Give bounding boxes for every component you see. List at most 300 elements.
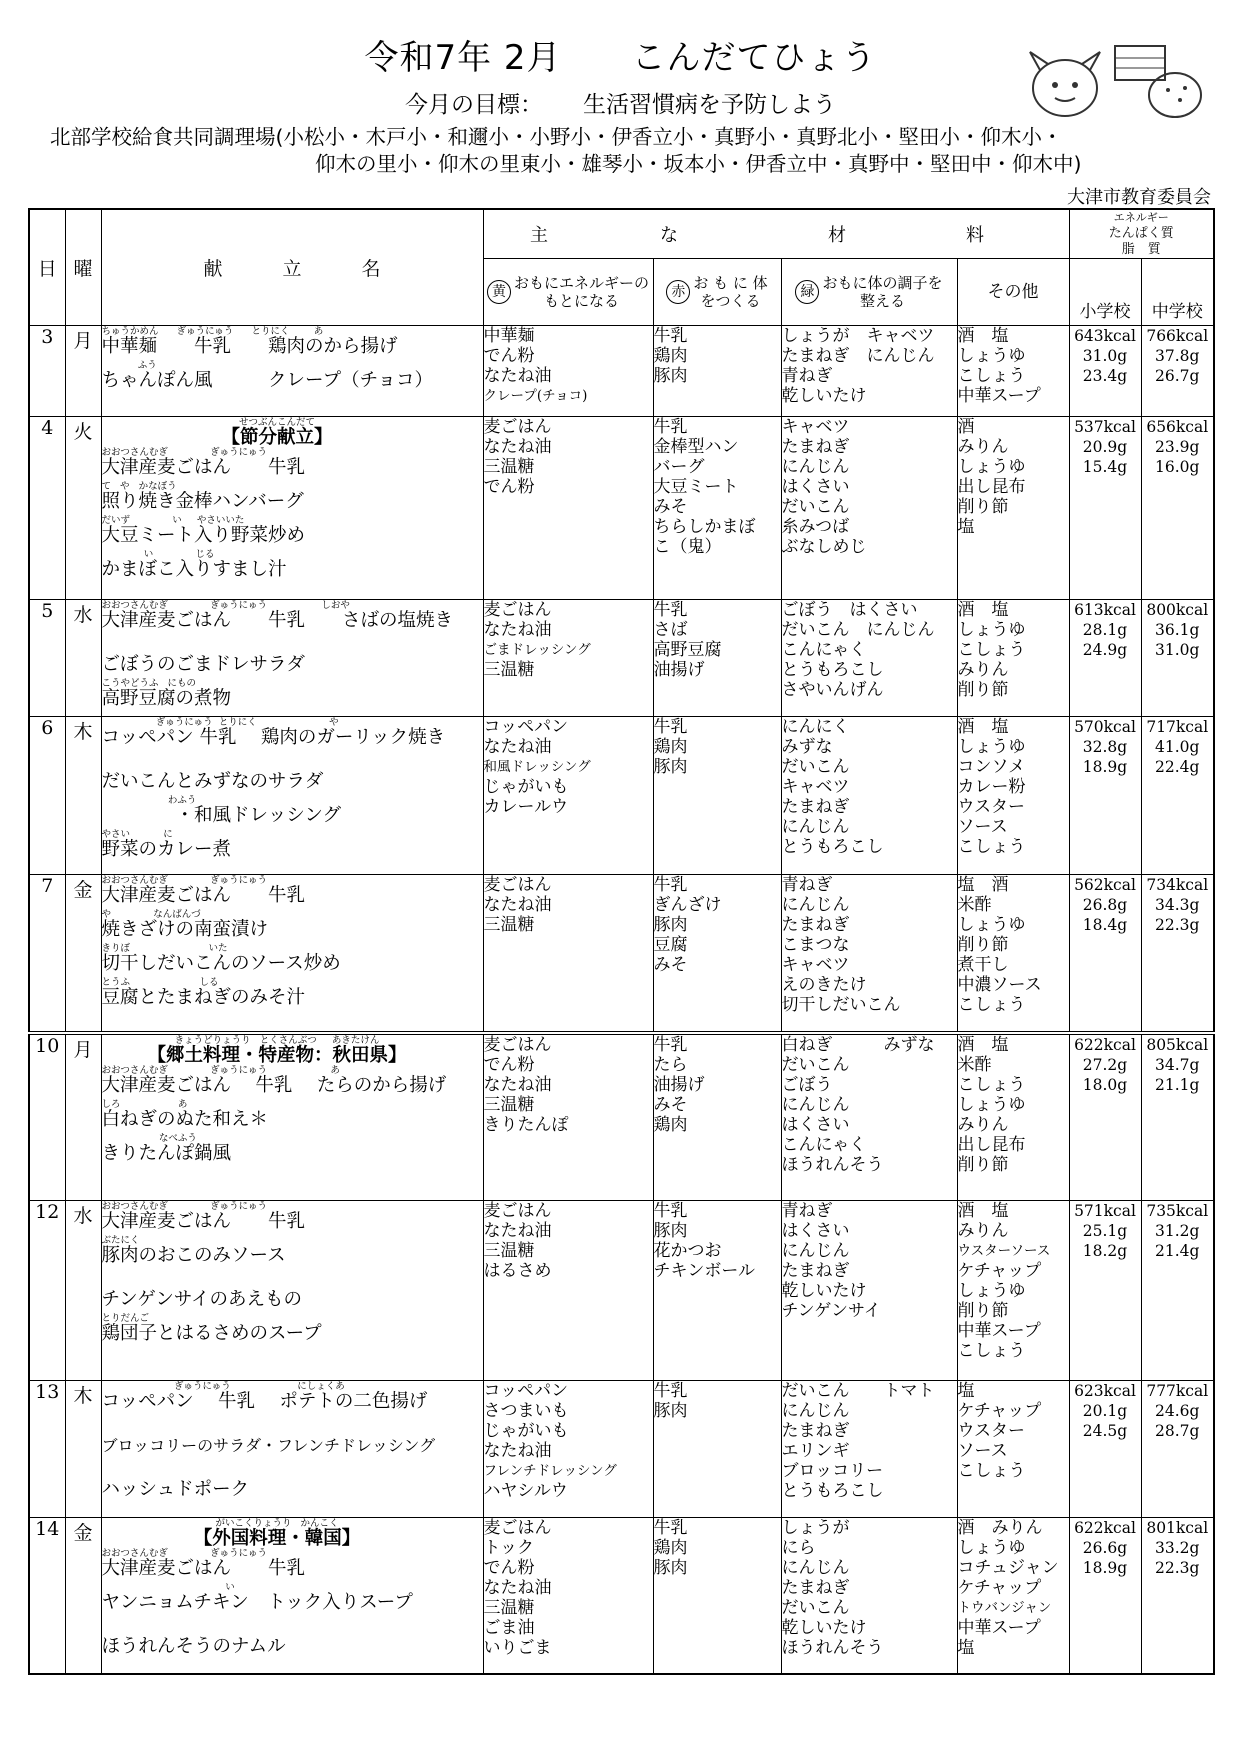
dish-name: ちゃんぽん風 クレープ（チョコ） bbox=[101, 370, 434, 391]
ingredient-item: チンゲンサイ bbox=[781, 1301, 881, 1321]
dish-item bbox=[102, 447, 483, 477]
elementary-nutrition-cell bbox=[1069, 1201, 1141, 1381]
ingredient-item: こしょう bbox=[957, 1341, 1026, 1361]
weekday-cell: 木 bbox=[65, 717, 101, 875]
ingredient-item: こしょう bbox=[957, 366, 1026, 386]
dish-item bbox=[102, 1279, 483, 1309]
ingredient-item: 牛乳 bbox=[653, 1201, 688, 1221]
ingredient-item: 中濃ソース bbox=[957, 975, 1042, 995]
dish-ruby: なべふう bbox=[101, 1132, 197, 1144]
header-materials: 主 な 材 料 bbox=[483, 209, 1069, 259]
ingredient-item: 乾しいたけ bbox=[781, 386, 867, 406]
ingredient-item: しょうゆ bbox=[957, 915, 1026, 935]
protein-value: 28.1g bbox=[1082, 621, 1128, 639]
ingredient-item: 鶏肉 bbox=[653, 346, 688, 366]
ingredient-item: キャベツ bbox=[781, 417, 850, 437]
elementary-nutrition-cell bbox=[1069, 1381, 1141, 1518]
ingredient-item: だいこん bbox=[781, 497, 850, 517]
ingredient-item: 白ねぎ みずな bbox=[781, 1034, 935, 1055]
dish-cell bbox=[101, 417, 483, 600]
dish-ruby: おおつさんむぎ ぎゅうにゅう bbox=[101, 875, 267, 886]
ingredient-item: にんじん bbox=[781, 895, 850, 915]
elementary-nutrition-cell bbox=[1069, 1033, 1141, 1201]
dish-name: 焼きざけの南蛮漬け bbox=[101, 919, 269, 940]
ingredient-item: しょうゆ bbox=[957, 346, 1026, 366]
title-date: 令和7年 2月 bbox=[364, 38, 562, 78]
green-ingredients-cell bbox=[781, 600, 957, 717]
dish-name: きりたんぽ鍋風 bbox=[101, 1142, 232, 1164]
ingredient-item: だいこん bbox=[781, 1054, 850, 1075]
dish-name: コッペパン 牛乳 鶏肉のガーリック焼き bbox=[101, 727, 446, 748]
ingredient-item: 麦ごはん bbox=[483, 1201, 552, 1221]
elementary-nutrition-cell bbox=[1069, 875, 1141, 1033]
ingredient-item: 削り節 bbox=[957, 1154, 1009, 1175]
junior-high-nutrition-cell bbox=[1141, 600, 1214, 717]
header-junior-high: 中学校 bbox=[1141, 259, 1214, 326]
red-ingredients-cell bbox=[653, 1518, 781, 1674]
fat-value: 18.2g bbox=[1082, 1242, 1128, 1260]
ingredient-item: にんじん bbox=[781, 1558, 850, 1578]
ingredient-item: 麦ごはん bbox=[483, 600, 552, 620]
ingredient-item: はくさい bbox=[781, 1221, 850, 1241]
dish-ruby: ぎゅうにゅう にしょくあ bbox=[101, 1381, 345, 1392]
ingredient-item: コンソメ bbox=[957, 757, 1026, 777]
dish-ruby: や なんばんづ bbox=[101, 909, 201, 920]
dish-name: 白ねぎのぬた和え＊ bbox=[101, 1108, 269, 1130]
ingredient-item: ごまドレッシング bbox=[483, 642, 591, 658]
red-ingredients-cell bbox=[653, 875, 781, 1033]
energy-value: 656kcal bbox=[1146, 418, 1209, 436]
protein-value: 25.1g bbox=[1082, 1222, 1128, 1240]
other-ingredients-cell bbox=[957, 417, 1069, 600]
dish-item bbox=[102, 549, 483, 579]
ingredient-item: 削り節 bbox=[957, 1301, 1009, 1321]
ingredient-item: ごぼう はくさい bbox=[781, 600, 918, 620]
title-main: こんだてひょう bbox=[631, 38, 877, 78]
dish-ruby: こうやどうふ にもの bbox=[101, 678, 197, 689]
dish-item bbox=[102, 1313, 483, 1343]
ingredient-item: 酒 塩 bbox=[957, 1034, 1009, 1055]
ingredient-item: さつまいも bbox=[483, 1401, 569, 1421]
yellow-ingredients-cell bbox=[483, 717, 653, 875]
ingredient-item: 麦ごはん bbox=[483, 1034, 552, 1055]
dish-item bbox=[102, 326, 483, 356]
dish-item bbox=[102, 600, 483, 630]
ingredient-item: 鶏肉 bbox=[653, 1114, 688, 1135]
ingredient-item: みりん bbox=[957, 1114, 1009, 1135]
green-ingredients-cell bbox=[781, 875, 957, 1033]
ingredient-item: はるさめ bbox=[483, 1261, 552, 1281]
red-ingredients-cell bbox=[653, 717, 781, 875]
ingredient-item: ごぼう bbox=[781, 1074, 833, 1095]
ingredient-item: ケチャップ bbox=[957, 1578, 1042, 1598]
red-circle-icon: 赤 bbox=[666, 280, 690, 304]
protein-value: 32.8g bbox=[1082, 738, 1128, 756]
ingredient-item: 鶏肉 bbox=[653, 737, 688, 757]
dish-cell bbox=[101, 1201, 483, 1381]
ingredient-item: 青ねぎ bbox=[781, 1201, 833, 1221]
dish-name: 豚肉のおこのみソース bbox=[101, 1245, 286, 1266]
yellow-ingredients-cell bbox=[483, 417, 653, 600]
ingredient-item: にら bbox=[781, 1538, 816, 1558]
ingredient-item: 三温糖 bbox=[483, 1094, 535, 1115]
protein-value: 36.1g bbox=[1155, 621, 1200, 639]
theme-ruby: がいこくりょうり かんこく bbox=[215, 1518, 339, 1529]
weekday-cell: 月 bbox=[65, 326, 101, 417]
day-cell: 5 bbox=[29, 600, 65, 717]
dish-name: だいこんとみずなのサラダ bbox=[101, 771, 324, 792]
dish-name: 大津産麦ごはん 牛乳 bbox=[101, 885, 306, 906]
dish-ruby: おおつさんむぎ ぎゅうにゅう あ bbox=[101, 1064, 340, 1076]
fat-value: 22.3g bbox=[1155, 916, 1200, 934]
dish-name: ごぼうのごまドレサラダ bbox=[101, 654, 305, 675]
yellow-ingredients-cell bbox=[483, 1033, 653, 1201]
ingredient-item: 中華麺 bbox=[483, 326, 535, 346]
protein-value: 20.1g bbox=[1082, 1402, 1128, 1420]
ingredient-item: 乾しいたけ bbox=[781, 1281, 867, 1301]
header-menu-name: 献 立 名 bbox=[101, 209, 483, 326]
ingredient-item: ぎんざけ bbox=[653, 895, 722, 915]
ingredient-item: フレンチドレッシング bbox=[483, 1463, 617, 1479]
fat-value: 16.0g bbox=[1155, 458, 1200, 476]
dish-ruby: とりだんご bbox=[101, 1313, 150, 1324]
ingredient-item: 牛乳 bbox=[653, 1034, 688, 1055]
energy-value: 766kcal bbox=[1146, 327, 1209, 345]
protein-value: 37.8g bbox=[1155, 347, 1200, 365]
yellow-ingredients-cell bbox=[483, 1381, 653, 1518]
dish-name: 大津産麦ごはん 牛乳 さばの塩焼き bbox=[101, 610, 454, 631]
red-ingredients-cell bbox=[653, 417, 781, 600]
weekday-cell: 木 bbox=[65, 1381, 101, 1518]
dish-name: 野菜のカレー煮 bbox=[101, 839, 232, 860]
ingredient-item: みそ bbox=[653, 1094, 688, 1115]
other-ingredients-cell bbox=[957, 1033, 1069, 1201]
dish-name: ブロッコリーのサラダ・フレンチドレッシング bbox=[101, 1436, 436, 1455]
junior-high-nutrition-cell bbox=[1141, 875, 1214, 1033]
header-yellow: 黄 おもにエネルギーの もとになる bbox=[483, 259, 653, 326]
energy-value: 717kcal bbox=[1146, 718, 1209, 736]
ingredient-item: なたね油 bbox=[483, 737, 552, 757]
dish-ruby: おおつさんむぎ ぎゅうにゅう bbox=[101, 447, 267, 458]
ingredient-item: こんにゃく bbox=[781, 1134, 867, 1155]
menu-row bbox=[29, 1201, 1214, 1381]
ingredient-item: 金棒型ハン bbox=[653, 437, 739, 457]
ingredient-item: ウスター bbox=[957, 797, 1025, 817]
ingredient-item: 切干しだいこん bbox=[781, 995, 901, 1015]
energy-value: 537kcal bbox=[1074, 418, 1136, 436]
dish-name: ハッシュドポーク bbox=[101, 1479, 250, 1500]
dish-name: 高野豆腐の煮物 bbox=[101, 688, 232, 709]
goal-label: 今月の目標： bbox=[405, 92, 543, 118]
menu-row bbox=[29, 875, 1214, 1033]
energy-value: 777kcal bbox=[1146, 1382, 1209, 1400]
ingredient-item: さやいんげん bbox=[781, 680, 884, 700]
junior-high-nutrition-cell bbox=[1141, 1518, 1214, 1674]
energy-value: 571kcal bbox=[1074, 1202, 1136, 1220]
ingredient-item: ソース bbox=[957, 1441, 1008, 1461]
ingredient-item: たまねぎ bbox=[781, 437, 850, 457]
ingredient-item: こしょう bbox=[957, 1074, 1026, 1095]
ingredient-item: 中華スープ bbox=[957, 1321, 1041, 1341]
protein-value: 34.7g bbox=[1155, 1055, 1200, 1074]
red-ingredients-cell bbox=[653, 1033, 781, 1201]
ingredient-item: 三温糖 bbox=[483, 457, 535, 477]
elementary-nutrition-cell bbox=[1069, 1518, 1141, 1674]
dish-ruby bbox=[102, 1425, 483, 1436]
dish-name: チンゲンサイのあえもの bbox=[101, 1289, 303, 1310]
energy-value: 623kcal bbox=[1074, 1382, 1136, 1400]
energy-value: 734kcal bbox=[1146, 876, 1209, 894]
ingredient-item: トック bbox=[483, 1538, 534, 1558]
dish-name: 大津産麦ごはん 牛乳 たらのから揚げ bbox=[101, 1074, 447, 1096]
ingredient-item: こしょう bbox=[957, 640, 1026, 660]
dish-item bbox=[102, 795, 483, 825]
ingredient-item: ケチャップ bbox=[957, 1401, 1042, 1421]
ingredient-item: 花かつお bbox=[653, 1241, 722, 1261]
ingredient-item: カレールウ bbox=[483, 797, 569, 817]
day-cell: 14 bbox=[29, 1518, 65, 1674]
ingredient-item: 三温糖 bbox=[483, 915, 535, 935]
menu-row bbox=[29, 1518, 1214, 1674]
ingredient-item: でん粉 bbox=[483, 1558, 535, 1578]
dish-name: 大津産麦ごはん 牛乳 bbox=[101, 1211, 306, 1232]
ingredient-item: ごま油 bbox=[483, 1618, 535, 1638]
ingredient-item: 米酢 bbox=[957, 895, 992, 915]
header-green: 緑 おもに体の調子を 整える bbox=[781, 259, 957, 326]
ingredient-item: ウスターソース bbox=[957, 1243, 1051, 1259]
dish-item bbox=[102, 1133, 483, 1163]
dish-item bbox=[102, 1235, 483, 1265]
other-ingredients-cell bbox=[957, 326, 1069, 417]
dish-item bbox=[102, 1065, 483, 1095]
ingredient-item: じゃがいも bbox=[483, 1421, 569, 1441]
red-ingredients-cell bbox=[653, 1201, 781, 1381]
ingredient-item: 乾しいたけ bbox=[781, 1618, 867, 1638]
day-cell: 10 bbox=[29, 1033, 65, 1201]
ingredient-item: ハヤシルウ bbox=[483, 1481, 568, 1501]
ingredient-item: なたね油 bbox=[483, 620, 552, 640]
energy-value: 570kcal bbox=[1074, 718, 1136, 736]
dish-ruby: い じる bbox=[101, 549, 215, 560]
menu-row bbox=[29, 417, 1214, 600]
ingredient-item: 青ねぎ bbox=[781, 875, 833, 895]
ingredient-item: とうもろこし bbox=[781, 1481, 884, 1501]
protein-value: 26.8g bbox=[1082, 896, 1128, 914]
theme-label: 【節分献立】 bbox=[221, 427, 333, 448]
ingredient-item: ぶなしめじ bbox=[781, 537, 867, 557]
ingredient-item: なたね油 bbox=[483, 366, 552, 386]
dish-name: 豆腐とたまねぎのみそ汁 bbox=[101, 987, 306, 1008]
dish-item bbox=[102, 1582, 483, 1612]
kitchen-line-1: 北部学校給食共同調理場(小松小・木戸小・和邇小・小野小・伊香立小・真野小・真野北小・堅田小・仰木小・ bbox=[50, 125, 1063, 149]
dish-item bbox=[102, 909, 483, 939]
dish-item bbox=[102, 360, 483, 390]
other-ingredients-cell bbox=[957, 600, 1069, 717]
day-cell: 3 bbox=[29, 326, 65, 417]
energy-value: 801kcal bbox=[1146, 1519, 1209, 1537]
dish-ruby: わふう bbox=[101, 795, 197, 806]
dish-item bbox=[102, 875, 483, 905]
other-ingredients-cell bbox=[957, 1201, 1069, 1381]
ingredient-item: 牛乳 bbox=[653, 875, 688, 895]
fat-value: 21.1g bbox=[1155, 1075, 1200, 1094]
ingredient-item: 煮干し bbox=[957, 955, 1009, 975]
ingredient-item: きりたんぽ bbox=[483, 1114, 569, 1135]
dish-ruby: ふう bbox=[101, 360, 157, 371]
ingredient-item: 豚肉 bbox=[653, 1221, 688, 1241]
dish-item bbox=[102, 1381, 483, 1411]
ingredient-item: 塩 酒 bbox=[957, 875, 1009, 895]
dish-item bbox=[102, 515, 483, 545]
day-cell: 13 bbox=[29, 1381, 65, 1518]
red-ingredients-cell bbox=[653, 600, 781, 717]
ingredient-item: 酒 塩 bbox=[957, 1201, 1009, 1221]
ingredient-item: しょうゆ bbox=[957, 620, 1026, 640]
ingredient-item: はくさい bbox=[781, 477, 850, 497]
ingredient-item: こ（鬼） bbox=[653, 537, 722, 557]
yellow-ingredients-cell bbox=[483, 1518, 653, 1674]
dish-item bbox=[102, 943, 483, 973]
ingredient-item: たまねぎ bbox=[781, 915, 850, 935]
ingredient-item: 牛乳 bbox=[653, 1381, 688, 1401]
ingredient-item: チキンボール bbox=[653, 1261, 755, 1281]
menu-row bbox=[29, 717, 1214, 875]
ingredient-item: なたね油 bbox=[483, 1578, 552, 1598]
junior-high-nutrition-cell bbox=[1141, 1381, 1214, 1518]
ingredient-item: ソース bbox=[957, 817, 1008, 837]
energy-value: 643kcal bbox=[1074, 327, 1136, 345]
ingredient-item: 鶏肉 bbox=[653, 1538, 688, 1558]
day-cell: 6 bbox=[29, 717, 65, 875]
ingredient-item: えのきたけ bbox=[781, 975, 867, 995]
ingredient-item: とうもろこし bbox=[781, 660, 884, 680]
green-ingredients-cell bbox=[781, 326, 957, 417]
dish-item bbox=[102, 644, 483, 674]
dish-cell bbox=[101, 326, 483, 417]
ingredient-item: じゃがいも bbox=[483, 777, 569, 797]
day-cell: 4 bbox=[29, 417, 65, 600]
protein-value: 31.2g bbox=[1155, 1222, 1200, 1240]
fat-value: 24.9g bbox=[1082, 641, 1128, 659]
ingredient-item: しょうゆ bbox=[957, 1538, 1026, 1558]
dish-ruby: やさい に bbox=[101, 829, 173, 840]
dish-ruby: だいず い やさいいた bbox=[101, 515, 245, 526]
ingredient-item: 米酢 bbox=[957, 1054, 992, 1075]
ingredient-item: コッペパン bbox=[483, 1381, 569, 1401]
ingredient-item: しょうが bbox=[781, 1518, 850, 1538]
ingredient-item: 牛乳 bbox=[653, 326, 688, 346]
weekday-cell: 水 bbox=[65, 1201, 101, 1381]
green-ingredients-cell bbox=[781, 1033, 957, 1201]
ingredient-item: ブロッコリー bbox=[781, 1461, 884, 1481]
ingredient-item: クレープ(チョコ) bbox=[483, 388, 588, 404]
ingredient-item: エリンギ bbox=[781, 1441, 850, 1461]
ingredient-item: しょうゆ bbox=[957, 1281, 1026, 1301]
ingredient-item: しょうゆ bbox=[957, 457, 1026, 477]
dish-item bbox=[102, 761, 483, 791]
ingredient-item: 酒 bbox=[957, 417, 975, 437]
ingredient-item: にんにく bbox=[781, 717, 850, 737]
ingredient-item: 油揚げ bbox=[653, 1074, 705, 1095]
elementary-nutrition-cell bbox=[1069, 717, 1141, 875]
dish-ruby: とうふ しる bbox=[101, 977, 219, 988]
energy-value: 735kcal bbox=[1146, 1202, 1209, 1220]
ingredient-item: 豚肉 bbox=[653, 915, 688, 935]
fat-value: 22.4g bbox=[1155, 758, 1200, 776]
energy-value: 800kcal bbox=[1146, 601, 1209, 619]
junior-high-nutrition-cell bbox=[1141, 717, 1214, 875]
protein-value: 23.9g bbox=[1155, 438, 1200, 456]
dish-ruby: て や かなぼう bbox=[101, 481, 177, 492]
dish-ruby: しろ あ bbox=[101, 1098, 188, 1110]
ingredient-item: 削り節 bbox=[957, 680, 1009, 700]
ingredient-item: ケチャップ bbox=[957, 1261, 1042, 1281]
ingredient-item: 三温糖 bbox=[483, 1598, 535, 1618]
header-dow: 曜 bbox=[65, 209, 101, 326]
ingredient-item: キャベツ bbox=[781, 955, 850, 975]
ingredient-item: みりん bbox=[957, 437, 1009, 457]
fat-value: 26.7g bbox=[1155, 367, 1200, 385]
header-elementary: 小学校 bbox=[1069, 259, 1141, 326]
dish-cell bbox=[101, 600, 483, 717]
ingredient-item: はくさい bbox=[781, 1114, 850, 1135]
day-cell: 12 bbox=[29, 1201, 65, 1381]
ingredient-item: でん粉 bbox=[483, 346, 535, 366]
protein-value: 31.0g bbox=[1082, 347, 1128, 365]
dish-cell bbox=[101, 717, 483, 875]
ingredient-item: とうもろこし bbox=[781, 837, 884, 857]
ingredient-item: コチュジャン bbox=[957, 1558, 1059, 1578]
ingredient-item: 豆腐 bbox=[653, 935, 688, 955]
ingredient-item: バーグ bbox=[653, 457, 705, 477]
dish-name: 照り焼き金棒ハンバーグ bbox=[101, 491, 304, 512]
dish-name: 大津産麦ごはん 牛乳 bbox=[101, 457, 306, 478]
ingredient-item: こしょう bbox=[957, 837, 1026, 857]
ingredient-item: なたね油 bbox=[483, 1441, 552, 1461]
ingredient-item: にんじん bbox=[781, 1094, 850, 1115]
ingredient-item: 酒 塩 bbox=[957, 717, 1009, 737]
ingredient-item: にんじん bbox=[781, 457, 850, 477]
protein-value: 34.3g bbox=[1155, 896, 1200, 914]
ingredient-item: こしょう bbox=[957, 995, 1026, 1015]
ingredient-item: 麦ごはん bbox=[483, 417, 552, 437]
energy-value: 622kcal bbox=[1074, 1519, 1136, 1537]
header-red: 赤 お も に 体 をつくる bbox=[653, 259, 781, 326]
ingredient-item: こんにゃく bbox=[781, 640, 867, 660]
dish-cell bbox=[101, 1033, 483, 1201]
ingredient-item: 大豆ミート bbox=[653, 477, 739, 497]
yellow-ingredients-cell bbox=[483, 1201, 653, 1381]
header-nutrition: エネルギー たんぱく質 脂 質 bbox=[1069, 209, 1214, 259]
fat-value: 18.9g bbox=[1082, 1559, 1128, 1577]
dish-name: 大津産麦ごはん 牛乳 bbox=[101, 1558, 306, 1579]
ingredient-item: 三温糖 bbox=[483, 660, 535, 680]
kitchen-info bbox=[50, 124, 1082, 178]
green-ingredients-cell bbox=[781, 1518, 957, 1674]
weekday-cell: 水 bbox=[65, 600, 101, 717]
ingredient-item: 青ねぎ bbox=[781, 366, 833, 386]
theme-ruby: きょうどりょうり とくさんぶつ あきたけん bbox=[174, 1034, 380, 1046]
dish-item bbox=[102, 1469, 483, 1499]
protein-value: 24.6g bbox=[1155, 1402, 1200, 1420]
dish-ruby: きりぼ いた bbox=[101, 943, 228, 954]
dish-ruby: おおつさんむぎ ぎゅうにゅう bbox=[101, 1201, 267, 1212]
menu-row bbox=[29, 1381, 1214, 1518]
ingredient-item: みずな bbox=[781, 737, 833, 757]
ingredient-item: 牛乳 bbox=[653, 717, 688, 737]
fat-value: 24.5g bbox=[1082, 1422, 1128, 1440]
ingredient-item: たまねぎ bbox=[781, 797, 850, 817]
